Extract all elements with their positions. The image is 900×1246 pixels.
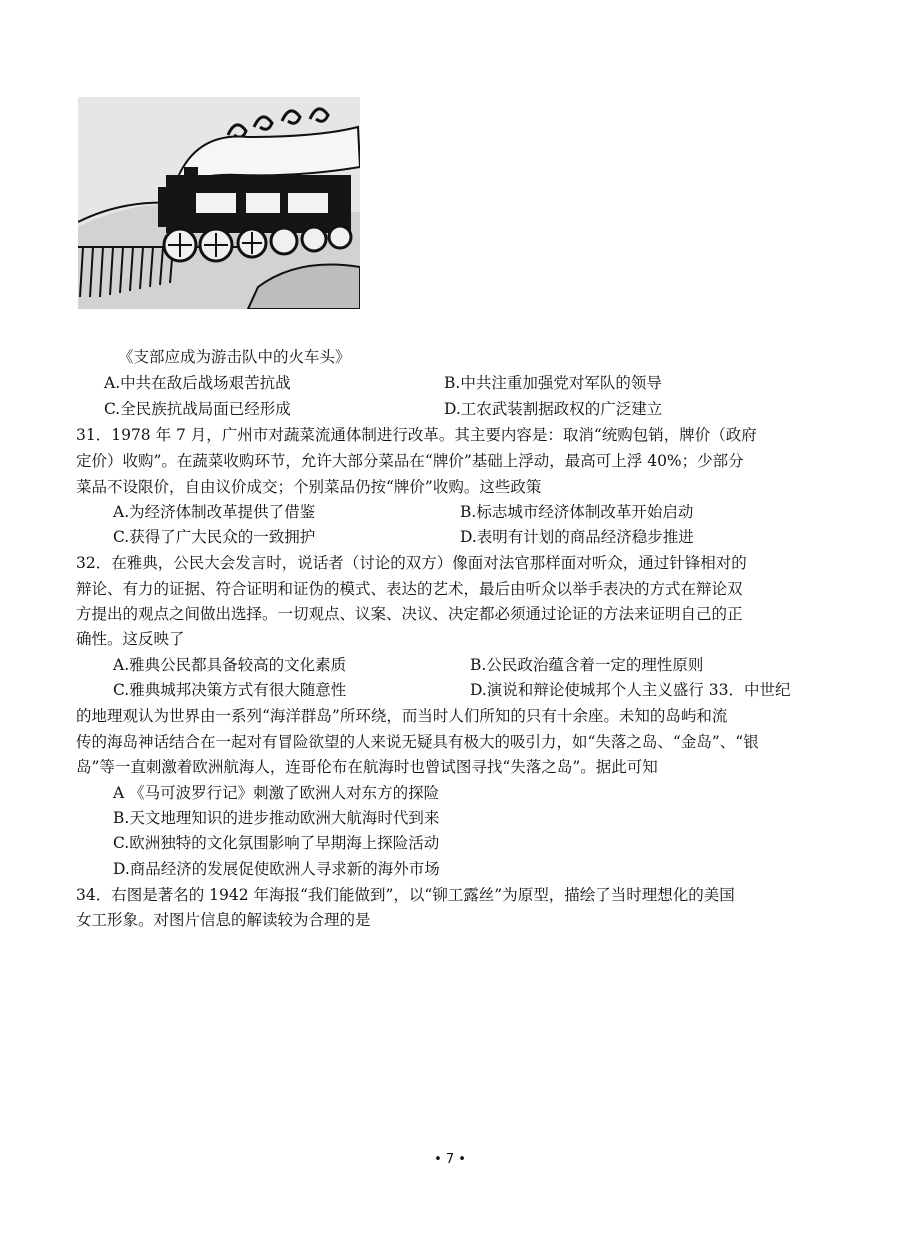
- q31-option-a: A.为经济体制改革提供了借鉴: [113, 503, 316, 521]
- q30-option-c: C.全民族抗战局面已经形成: [104, 400, 291, 418]
- q33-option-b: B.天文地理知识的进步推动欧洲大航海时代到来: [113, 809, 440, 827]
- q32-line-1: 32．在雅典，公民大会发言时，说话者（讨论的双方）像面对法官那样面对听众，通过针锋相对的: [76, 554, 747, 572]
- train-cartoon-drawing: [78, 97, 360, 309]
- q34-line-2: 女工形象。对图片信息的解读较为合理的是: [76, 911, 371, 929]
- q33-line-3: 岛”等一直刺激着欧洲航海人，连哥伦布在航海时也曾试图寻找“失落之岛”。据此可知: [76, 758, 658, 776]
- q31-line-1: 31．1978 年 7 月，广州市对蔬菜流通体制进行改革。其主要内容是：取消“统购包销，牌价（政府: [76, 426, 757, 444]
- q31-option-d: D.表明有计划的商品经济稳步推进: [460, 528, 694, 546]
- page-number: • 7 •: [434, 1152, 466, 1167]
- q32-line-3: 方提出的观点之间做出选择。一切观点、议案、决议、决定都必须通过论证的方法来证明自己的正: [76, 605, 743, 623]
- q33-line-1: 的地理观认为世界由一系列“海洋群岛”所环绕，而当时人们所知的只有十余座。未知的岛屿和流: [76, 707, 728, 725]
- q32-option-a: A.雅典公民都具备较高的文化素质: [113, 656, 347, 674]
- q30-option-d: D.工农武装割据政权的广泛建立: [444, 400, 663, 418]
- q32-line-4: 确性。这反映了: [76, 630, 185, 648]
- q31-line-3: 菜品不设限价，自由议价成交；个别菜品仍按“牌价”收购。这些政策: [76, 478, 542, 496]
- q31-line-2: 定价）收购”。在蔬菜收购环节，允许大部分菜品在“牌价”基础上浮动，最高可上浮 40%；少部分: [76, 452, 744, 470]
- q33-option-c: C.欧洲独特的文化氛围影响了早期海上探险活动: [113, 834, 440, 852]
- q33-option-a: A 《马可波罗行记》刺激了欧洲人对东方的探险: [113, 784, 440, 802]
- q31-option-b: B.标志城市经济体制改革开始启动: [460, 503, 694, 521]
- q34-line-1: 34．右图是著名的 1942 年海报“我们能做到”，以“铆工露丝”为原型，描绘了当时理想化的美国: [76, 886, 735, 904]
- q30-option-b: B.中共注重加强党对军队的领导: [444, 374, 662, 392]
- q32-line-2: 辩论、有力的证据、符合证明和证伪的模式、表达的艺术，最后由听众以举手表决的方式在辩论双: [76, 580, 743, 598]
- q32-option-d: D.演说和辩论使城邦个人主义盛行 33．中世纪: [470, 681, 791, 699]
- q30-option-a: A.中共在敌后战场艰苦抗战: [104, 374, 291, 392]
- cartoon-caption: 《支部应成为游击队中的火车头》: [118, 348, 351, 366]
- q32-option-c: C.雅典城邦决策方式有很大随意性: [113, 681, 347, 699]
- train-cartoon-image: [78, 97, 360, 309]
- q33-line-2: 传的海岛神话结合在一起对有冒险欲望的人来说无疑具有极大的吸引力，如“失落之岛、“金岛”、“银: [76, 733, 759, 751]
- q32-option-b: B.公民政治蕴含着一定的理性原则: [470, 656, 704, 674]
- q31-option-c: C.获得了广大民众的一致拥护: [113, 528, 316, 546]
- q33-option-d: D.商品经济的发展促使欧洲人寻求新的海外市场: [113, 860, 440, 878]
